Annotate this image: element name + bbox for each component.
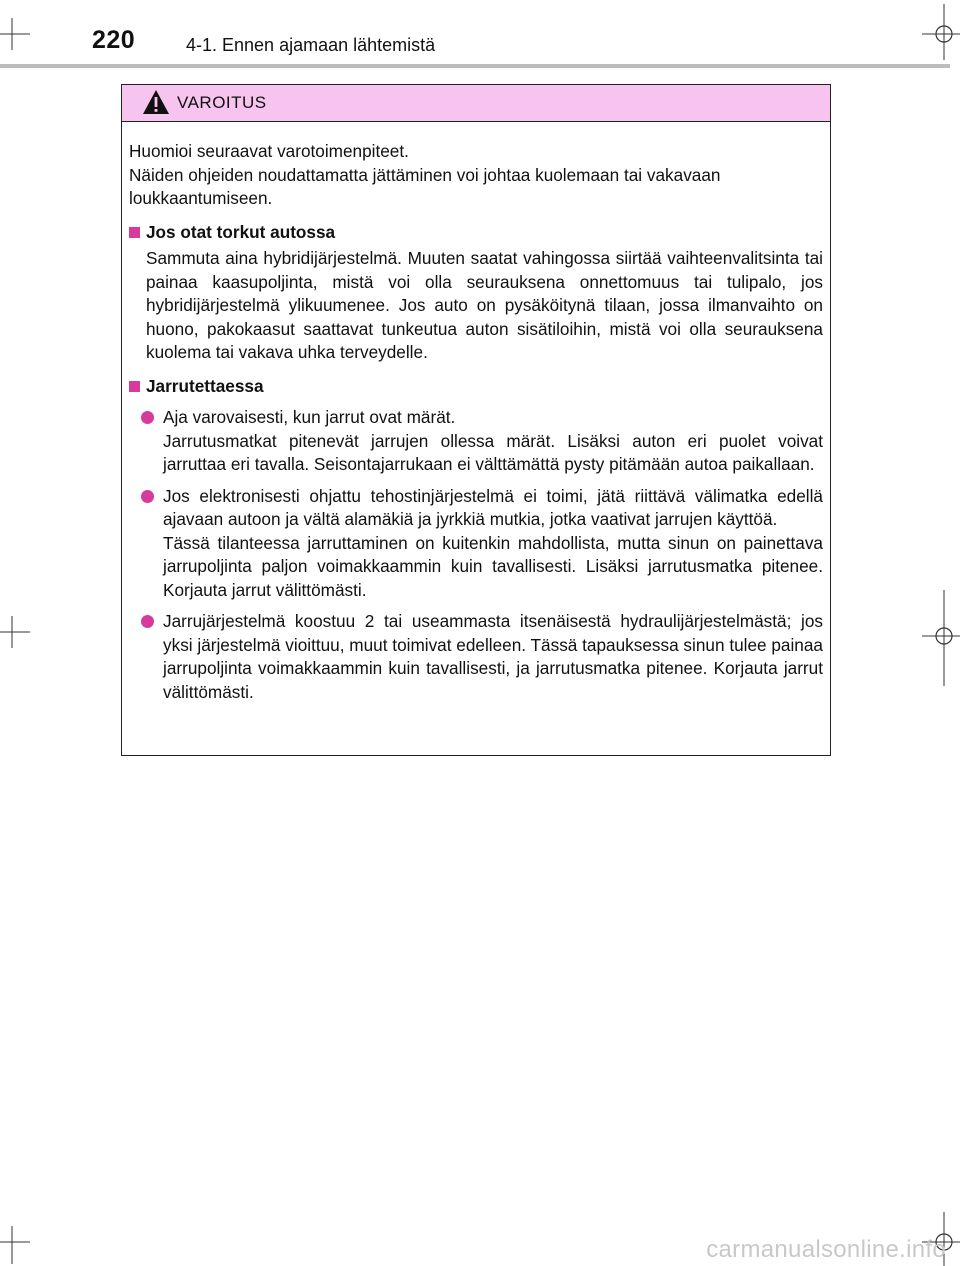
warning-title: VAROITUS	[177, 93, 267, 112]
section-heading-text: Jos otat torkut autossa	[146, 221, 336, 242]
intro-line: Huomioi seuraavat varotoimenpiteet.	[129, 141, 409, 161]
list-item-content	[163, 610, 823, 704]
crop-mark-icon	[0, 614, 36, 650]
crop-mark-icon	[0, 1224, 36, 1266]
warning-header	[122, 85, 830, 122]
warning-intro	[129, 140, 823, 211]
list-item-content	[163, 406, 823, 477]
intro-line: Näiden ohjeiden noudattamatta jättäminen voi johtaa kuolemaan tai vakavaan loukkaantumiseen.	[129, 164, 721, 208]
list-item	[129, 406, 823, 477]
warning-body	[122, 122, 830, 704]
list-item-line: Aja varovaisesti, kun jarrut ovat märät.	[163, 407, 456, 427]
header-rule	[0, 64, 950, 68]
section-title: 4-1. Ennen ajamaan lähtemistä	[186, 35, 436, 55]
list-item-line: Jos elektronisesti ohjattu tehostinjärjestelmä ei toimi, jätä riittävä välimatka edellä ajavaan autoon ja vältä alamäkiä ja jyrkkiä mutkia, jotka vaativat jarrujen käyttöä.	[163, 485, 823, 529]
list-item	[129, 610, 823, 704]
square-bullet-icon	[129, 227, 140, 238]
list-item-content	[163, 485, 823, 603]
page-header	[0, 0, 960, 72]
section-paragraph: Sammuta aina hybridijärjestelmä. Muuten saatat vahingossa siirtää vaihteenvalitsinta tai painaa kaasupoljinta, mistä voi olla seurauksena onnettomuus tai tulipalo, jos hybridijärjestelmä ylikuumenee. Jos auto on pysäköitynä tilaan, jossa ilmanvaihto on huono, pakokaasut saattavat tunkeutua auton sisätiloihin, mistä voi olla seurauksena kuolema tai vakava uhka terveydelle.	[146, 248, 823, 362]
watermark: carmanualsonline.info	[706, 1236, 946, 1263]
warning-triangle-icon	[142, 89, 170, 115]
list-item-line: Tässä tilanteessa jarruttaminen on kuitenkin mahdollista, mutta sinun on painettava jarrupoljinta paljon voimakkaammin kuin tavallisesti. Lisäksi jarrutusmatka pitenee. Korjauta jarrut välittömästi.	[163, 532, 823, 600]
section-heading	[129, 375, 823, 399]
section-heading	[129, 221, 823, 245]
list-item-line: Jarrujärjestelmä koostuu 2 tai useammasta itsenäisestä hydraulijärjestelmästä; jos yksi järjestelmä vioittuu, muut toimivat edelleen. Tässä tapauksessa sinun tulee painaa jarrupoljinta voimakkaammin kuin tavallisesti, ja jarrutusmatka pitenee. Korjauta jarrut välittömästi.	[163, 611, 823, 702]
round-bullet-icon	[141, 615, 154, 628]
list-item	[129, 485, 823, 603]
section-napping	[129, 221, 823, 365]
round-bullet-icon	[141, 411, 154, 424]
section-heading-text: Jarrutettaessa	[146, 375, 264, 396]
crop-mark-icon	[918, 590, 960, 686]
list-item-line: Jarrutusmatkat pitenevät jarrujen ollessa märät. Lisäksi auton eri puolet voivat jarruttaa eri tavalla. Seisontajarrukaan ei välttämättä pysty pitämään autoa paikallaan.	[163, 430, 823, 474]
section-braking	[129, 375, 823, 705]
round-bullet-icon	[141, 490, 154, 503]
warning-box	[121, 84, 831, 756]
page-number: 220	[92, 26, 136, 54]
square-bullet-icon	[129, 381, 140, 392]
